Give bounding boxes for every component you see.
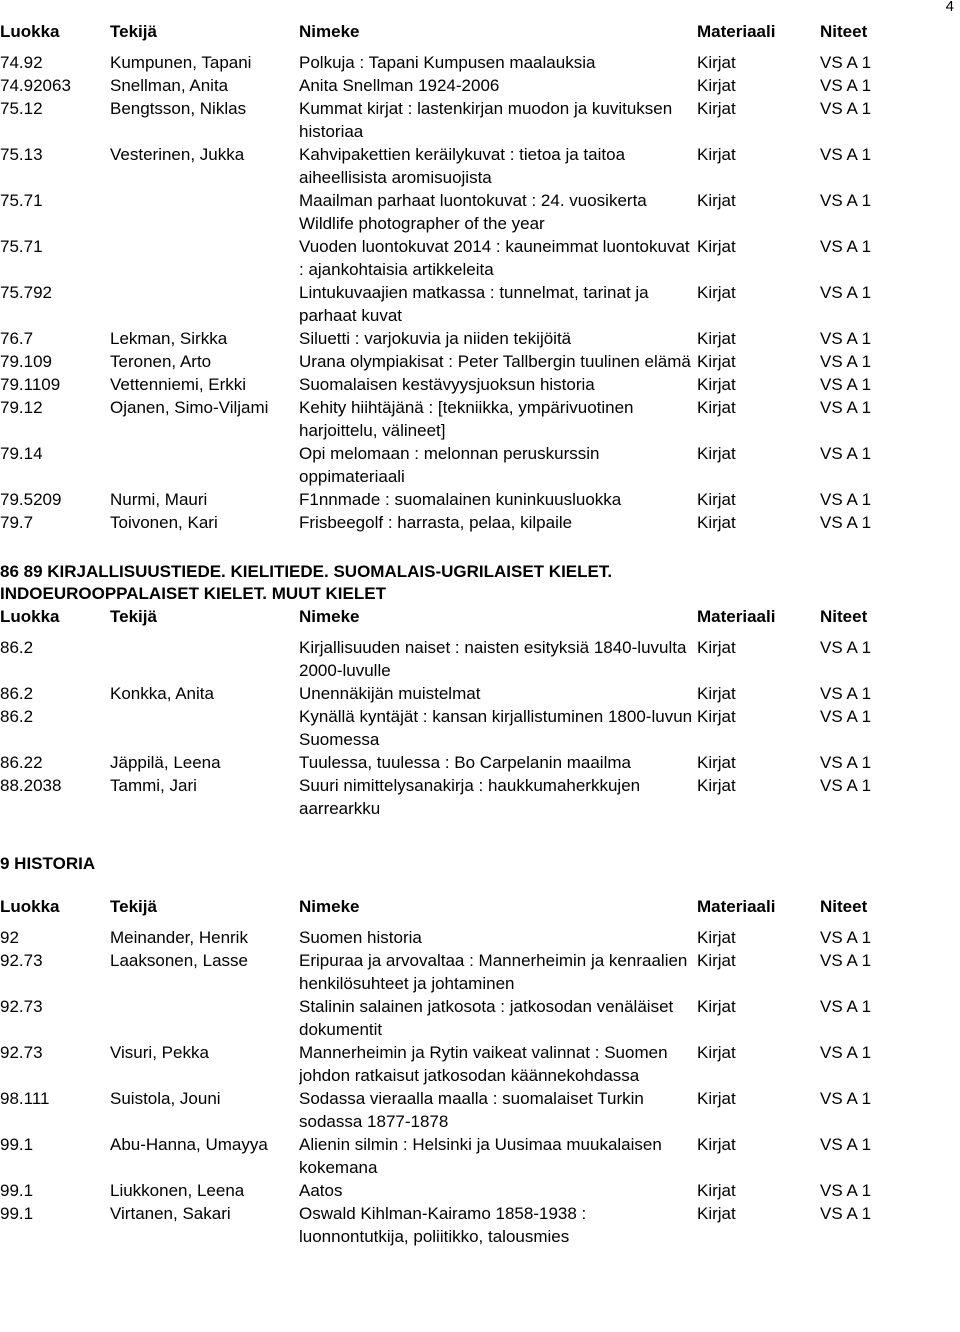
cell-tekija: Konkka, Anita — [110, 684, 214, 703]
cell-tekija: Liukkonen, Leena — [110, 1181, 245, 1200]
cell-luokka: 79.1109 — [0, 375, 61, 394]
cell-tekija — [110, 235, 299, 281]
cell-niteet: VS A 1 — [820, 997, 872, 1016]
cell-tekija: Ojanen, Simo-Viljami — [110, 398, 269, 417]
cell-luokka: 98.111 — [0, 1089, 50, 1108]
cell-nimeke: F1nnmade : suomalainen kuninkuusluokka — [299, 490, 622, 509]
table-row — [0, 373, 900, 396]
cell-materiaali: Kirjat — [697, 513, 736, 532]
cell-niteet: VS A 1 — [820, 513, 872, 532]
cell-niteet: VS A 1 — [820, 951, 872, 970]
table-row — [0, 74, 900, 97]
cell-materiaali: Kirjat — [697, 444, 736, 463]
section-heading-historia: 9 HISTORIA — [0, 854, 96, 873]
cell-niteet: VS A 1 — [820, 99, 872, 118]
cell-nimeke: Tuulessa, tuulessa : Bo Carpelanin maailma — [299, 753, 631, 772]
cell-tekija: Vettenniemi, Erkki — [110, 375, 247, 394]
cell-tekija — [110, 705, 299, 751]
cell-niteet: VS A 1 — [820, 76, 872, 95]
cell-luokka: 74.92 — [0, 53, 43, 72]
cell-nimeke: Unennäkijän muistelmat — [299, 684, 481, 703]
cell-nimeke: Kahvipakettien keräilykuvat : tietoa ja taitoa aiheellisista aromisuojista — [299, 145, 626, 187]
cell-luokka: 99.1 — [0, 1204, 34, 1223]
header-tekija: Tekijä — [110, 607, 157, 626]
cell-luokka: 75.12 — [0, 99, 43, 118]
cell-niteet: VS A 1 — [820, 1089, 872, 1108]
table-header — [0, 895, 900, 926]
cell-nimeke: Eripuraa ja arvovaltaa : Mannerheimin ja kenraalien henkilösuhteet ja johtaminen — [299, 951, 688, 993]
table-row — [0, 1179, 900, 1202]
cell-luokka: 99.1 — [0, 1135, 34, 1154]
table-row — [0, 682, 900, 705]
catalog-table-1 — [0, 20, 900, 534]
cell-nimeke: Mannerheimin ja Rytin vaikeat valinnat : Suomen johdon ratkaisut jatkosodan käännekohdassa — [299, 1043, 668, 1085]
table-row — [0, 1133, 900, 1179]
cell-tekija: Teronen, Arto — [110, 352, 212, 371]
cell-nimeke: Aatos — [299, 1181, 343, 1200]
cell-tekija: Vesterinen, Jukka — [110, 145, 245, 164]
cell-materiaali: Kirjat — [697, 53, 736, 72]
catalog-table-3 — [0, 895, 900, 1248]
cell-niteet: VS A 1 — [820, 191, 872, 210]
cell-luokka: 79.7 — [0, 513, 34, 532]
cell-niteet: VS A 1 — [820, 753, 872, 772]
cell-luokka: 92.73 — [0, 997, 43, 1016]
cell-niteet: VS A 1 — [820, 490, 872, 509]
cell-niteet: VS A 1 — [820, 1043, 872, 1062]
cell-nimeke: Stalinin salainen jatkosota : jatkosodan venäläiset dokumentit — [299, 997, 674, 1039]
cell-luokka: 75.71 — [0, 237, 43, 256]
cell-niteet: VS A 1 — [820, 707, 872, 726]
cell-materiaali: Kirjat — [697, 1043, 736, 1062]
cell-materiaali: Kirjat — [697, 707, 736, 726]
cell-nimeke: Opi melomaan : melonnan peruskurssin oppimateriaali — [299, 444, 600, 486]
table-body-2 — [0, 636, 900, 820]
cell-luokka: 88.2038 — [0, 776, 62, 795]
cell-materiaali: Kirjat — [697, 951, 736, 970]
cell-luokka: 79.12 — [0, 398, 43, 417]
cell-tekija: Lekman, Sirkka — [110, 329, 228, 348]
table-row — [0, 751, 900, 774]
cell-nimeke: Anita Snellman 1924-2006 — [299, 76, 500, 95]
table-row — [0, 926, 900, 949]
cell-luokka: 75.71 — [0, 191, 43, 210]
cell-tekija — [110, 995, 299, 1041]
header-materiaali: Materiaali — [697, 897, 776, 916]
cell-tekija: Tammi, Jari — [110, 776, 197, 795]
table-body-1 — [0, 51, 900, 534]
cell-niteet: VS A 1 — [820, 352, 872, 371]
cell-tekija: Abu-Hanna, Umayya — [110, 1135, 268, 1154]
table-row — [0, 143, 900, 189]
table-row — [0, 327, 900, 350]
cell-niteet: VS A 1 — [820, 776, 872, 795]
cell-tekija: Toivonen, Kari — [110, 513, 218, 532]
cell-tekija: Bengtsson, Niklas — [110, 99, 247, 118]
cell-niteet: VS A 1 — [820, 1181, 872, 1200]
table-row — [0, 705, 900, 751]
header-nimeke: Nimeke — [299, 897, 360, 916]
cell-nimeke: Maailman parhaat luontokuvat : 24. vuosikerta Wildlife photographer of the year — [299, 191, 647, 233]
cell-nimeke: Kehity hiihtäjänä : [tekniikka, ympärivuotinen harjoittelu, välineet] — [299, 398, 634, 440]
table-row — [0, 97, 900, 143]
cell-luokka: 74.92063 — [0, 76, 71, 95]
cell-materiaali: Kirjat — [697, 776, 736, 795]
header-tekija: Tekijä — [110, 897, 157, 916]
cell-nimeke: Kynällä kyntäjät : kansan kirjallistuminen 1800-luvun Suomessa — [299, 707, 693, 749]
cell-materiaali: Kirjat — [697, 99, 736, 118]
cell-luokka: 79.14 — [0, 444, 43, 463]
cell-materiaali: Kirjat — [697, 375, 736, 394]
cell-nimeke: Suuri nimittelysanakirja : haukkumaherkkujen aarrearkku — [299, 776, 641, 818]
cell-materiaali: Kirjat — [697, 928, 736, 947]
cell-niteet: VS A 1 — [820, 53, 872, 72]
section-heading-line-2: INDOEUROOPPALAISET KIELET. MUUT KIELET — [0, 584, 386, 603]
table-row — [0, 396, 900, 442]
header-tekija: Tekijä — [110, 22, 157, 41]
header-nimeke: Nimeke — [299, 22, 360, 41]
cell-luokka: 75.13 — [0, 145, 43, 164]
cell-materiaali: Kirjat — [697, 76, 736, 95]
table-row — [0, 189, 900, 235]
cell-tekija — [110, 189, 299, 235]
cell-luokka: 92 — [0, 928, 19, 947]
cell-luokka: 92.73 — [0, 951, 43, 970]
table-body-3 — [0, 926, 900, 1248]
catalog-page — [0, 20, 900, 1248]
cell-materiaali: Kirjat — [697, 1204, 736, 1223]
cell-niteet: VS A 1 — [820, 1135, 872, 1154]
cell-tekija: Laaksonen, Lasse — [110, 951, 248, 970]
table-header — [0, 20, 900, 51]
cell-materiaali: Kirjat — [697, 398, 736, 417]
cell-tekija: Suistola, Jouni — [110, 1089, 221, 1108]
table-row — [0, 235, 900, 281]
cell-materiaali: Kirjat — [697, 753, 736, 772]
cell-materiaali: Kirjat — [697, 145, 736, 164]
cell-niteet: VS A 1 — [820, 329, 872, 348]
cell-niteet: VS A 1 — [820, 684, 872, 703]
cell-nimeke: Siluetti : varjokuvia ja niiden tekijöitä — [299, 329, 572, 348]
cell-niteet: VS A 1 — [820, 237, 872, 256]
header-niteet: Niteet — [820, 607, 868, 626]
cell-tekija: Jäppilä, Leena — [110, 753, 221, 772]
table-row — [0, 281, 900, 327]
cell-luokka: 79.5209 — [0, 490, 62, 509]
cell-materiaali: Kirjat — [697, 283, 736, 302]
cell-materiaali: Kirjat — [697, 490, 736, 509]
cell-materiaali: Kirjat — [697, 1135, 736, 1154]
table-row — [0, 774, 900, 820]
catalog-table-2 — [0, 605, 900, 820]
cell-nimeke: Frisbeegolf : harrasta, pelaa, kilpaile — [299, 513, 573, 532]
header-niteet: Niteet — [820, 897, 868, 916]
table-row — [0, 511, 900, 534]
cell-nimeke: Oswald Kihlman-Kairamo 1858-1938 : luonnontutkija, poliitikko, talousmies — [299, 1204, 587, 1246]
cell-nimeke: Kirjallisuuden naiset : naisten esityksiä 1840-luvulta 2000-luvulle — [299, 638, 687, 680]
cell-niteet: VS A 1 — [820, 928, 872, 947]
cell-nimeke: Vuoden luontokuvat 2014 : kauneimmat luontokuvat : ajankohtaisia artikkeleita — [299, 237, 690, 279]
cell-niteet: VS A 1 — [820, 638, 872, 657]
table-row — [0, 636, 900, 682]
table-row — [0, 488, 900, 511]
cell-nimeke: Polkuja : Tapani Kumpusen maalauksia — [299, 53, 596, 72]
cell-materiaali: Kirjat — [697, 997, 736, 1016]
cell-tekija: Snellman, Anita — [110, 76, 229, 95]
table-row — [0, 949, 900, 995]
cell-tekija: Visuri, Pekka — [110, 1043, 209, 1062]
cell-nimeke: Suomen historia — [299, 928, 422, 947]
cell-materiaali: Kirjat — [697, 1181, 736, 1200]
cell-materiaali: Kirjat — [697, 237, 736, 256]
table-row — [0, 350, 900, 373]
header-luokka: Luokka — [0, 607, 60, 626]
header-luokka: Luokka — [0, 897, 60, 916]
cell-luokka: 86.22 — [0, 753, 43, 772]
header-luokka: Luokka — [0, 22, 60, 41]
cell-niteet: VS A 1 — [820, 145, 872, 164]
cell-tekija — [110, 636, 299, 682]
cell-tekija: Kumpunen, Tapani — [110, 53, 252, 72]
cell-niteet: VS A 1 — [820, 283, 872, 302]
cell-tekija — [110, 442, 299, 488]
cell-nimeke: Suomalaisen kestävyysjuoksun historia — [299, 375, 595, 394]
cell-luokka: 79.109 — [0, 352, 52, 371]
cell-luokka: 86.2 — [0, 707, 34, 726]
cell-tekija: Virtanen, Sakari — [110, 1204, 231, 1223]
cell-materiaali: Kirjat — [697, 329, 736, 348]
section-heading-86-89 — [0, 561, 900, 605]
cell-niteet: VS A 1 — [820, 398, 872, 417]
cell-materiaali: Kirjat — [697, 191, 736, 210]
cell-luokka: 76.7 — [0, 329, 34, 348]
cell-nimeke: Kummat kirjat : lastenkirjan muodon ja kuvituksen historiaa — [299, 99, 673, 141]
table-row — [0, 995, 900, 1041]
cell-tekija — [110, 281, 299, 327]
cell-nimeke: Urana olympiakisat : Peter Tallbergin tuulinen elämä — [299, 352, 691, 371]
cell-tekija: Meinander, Henrik — [110, 928, 248, 947]
page-number: 4 — [945, 0, 954, 15]
cell-niteet: VS A 1 — [820, 1204, 872, 1223]
cell-niteet: VS A 1 — [820, 375, 872, 394]
table-row — [0, 1202, 900, 1248]
section-heading-line-1: 86 89 KIRJALLISUUSTIEDE. KIELITIEDE. SUOMALAIS-UGRILAISET KIELET. — [0, 562, 613, 581]
cell-niteet: VS A 1 — [820, 444, 872, 463]
table-row — [0, 1087, 900, 1133]
cell-nimeke: Alienin silmin : Helsinki ja Uusimaa muukalaisen kokemana — [299, 1135, 662, 1177]
cell-luokka: 75.792 — [0, 283, 52, 302]
header-materiaali: Materiaali — [697, 22, 776, 41]
cell-tekija: Nurmi, Mauri — [110, 490, 208, 509]
cell-materiaali: Kirjat — [697, 1089, 736, 1108]
cell-luokka: 86.2 — [0, 684, 34, 703]
cell-luokka: 99.1 — [0, 1181, 34, 1200]
header-materiaali: Materiaali — [697, 607, 776, 626]
table-row — [0, 442, 900, 488]
cell-materiaali: Kirjat — [697, 638, 736, 657]
cell-nimeke: Sodassa vieraalla maalla : suomalaiset Turkin sodassa 1877-1878 — [299, 1089, 644, 1131]
table-row — [0, 51, 900, 74]
cell-nimeke: Lintukuvaajien matkassa : tunnelmat, tarinat ja parhaat kuvat — [299, 283, 649, 325]
cell-materiaali: Kirjat — [697, 684, 736, 703]
table-header — [0, 605, 900, 636]
header-nimeke: Nimeke — [299, 607, 360, 626]
table-row — [0, 1041, 900, 1087]
cell-luokka: 86.2 — [0, 638, 34, 657]
header-niteet: Niteet — [820, 22, 868, 41]
cell-luokka: 92.73 — [0, 1043, 43, 1062]
cell-materiaali: Kirjat — [697, 352, 736, 371]
